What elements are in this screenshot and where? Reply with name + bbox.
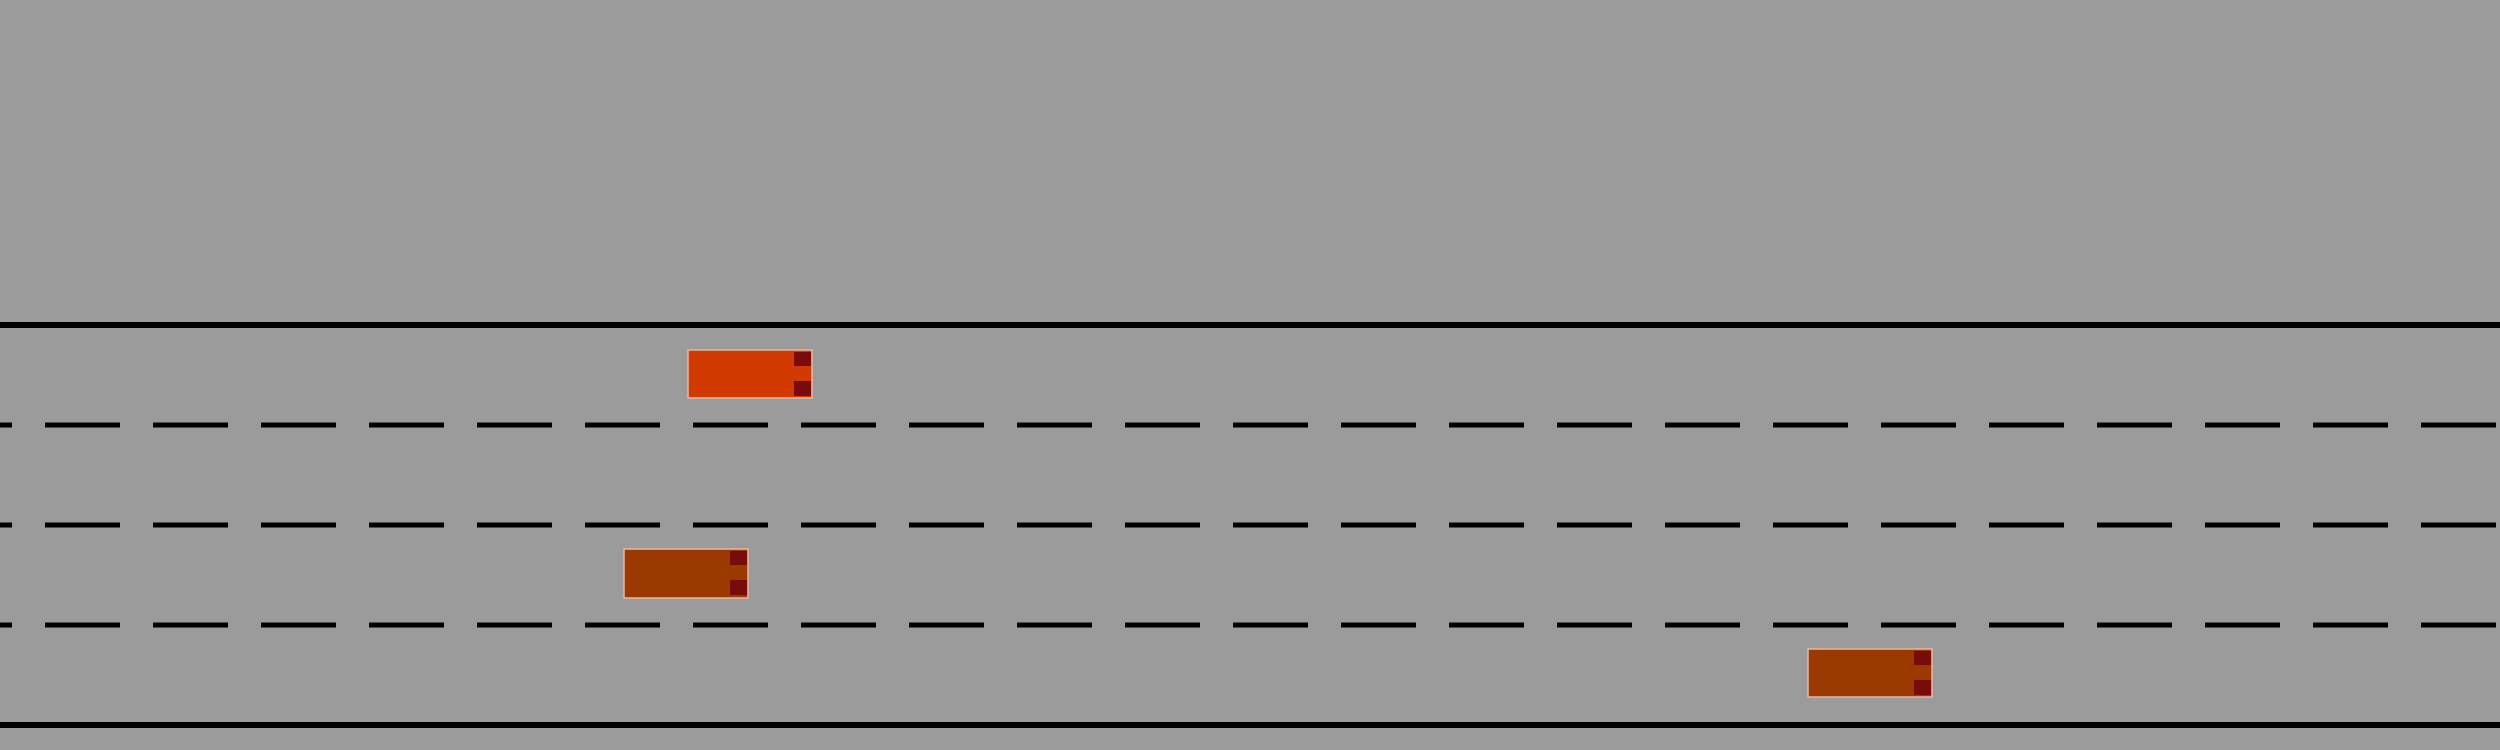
other-vehicle-taillight-bottom (730, 580, 747, 595)
other-vehicle-lane-4 (1808, 649, 1932, 697)
other-vehicle-body (1808, 649, 1932, 697)
ego-vehicle-taillight-top (794, 352, 811, 366)
other-vehicle-body (624, 549, 748, 598)
other-vehicle-taillight-top (730, 551, 747, 565)
other-vehicle-taillight-bottom (1914, 680, 1931, 695)
ego-vehicle (688, 350, 812, 398)
ego-vehicle-body (688, 350, 812, 398)
other-vehicle-taillight-top (1914, 651, 1931, 665)
other-vehicle-lane-3 (624, 549, 748, 598)
ego-vehicle-taillight-bottom (794, 381, 811, 396)
